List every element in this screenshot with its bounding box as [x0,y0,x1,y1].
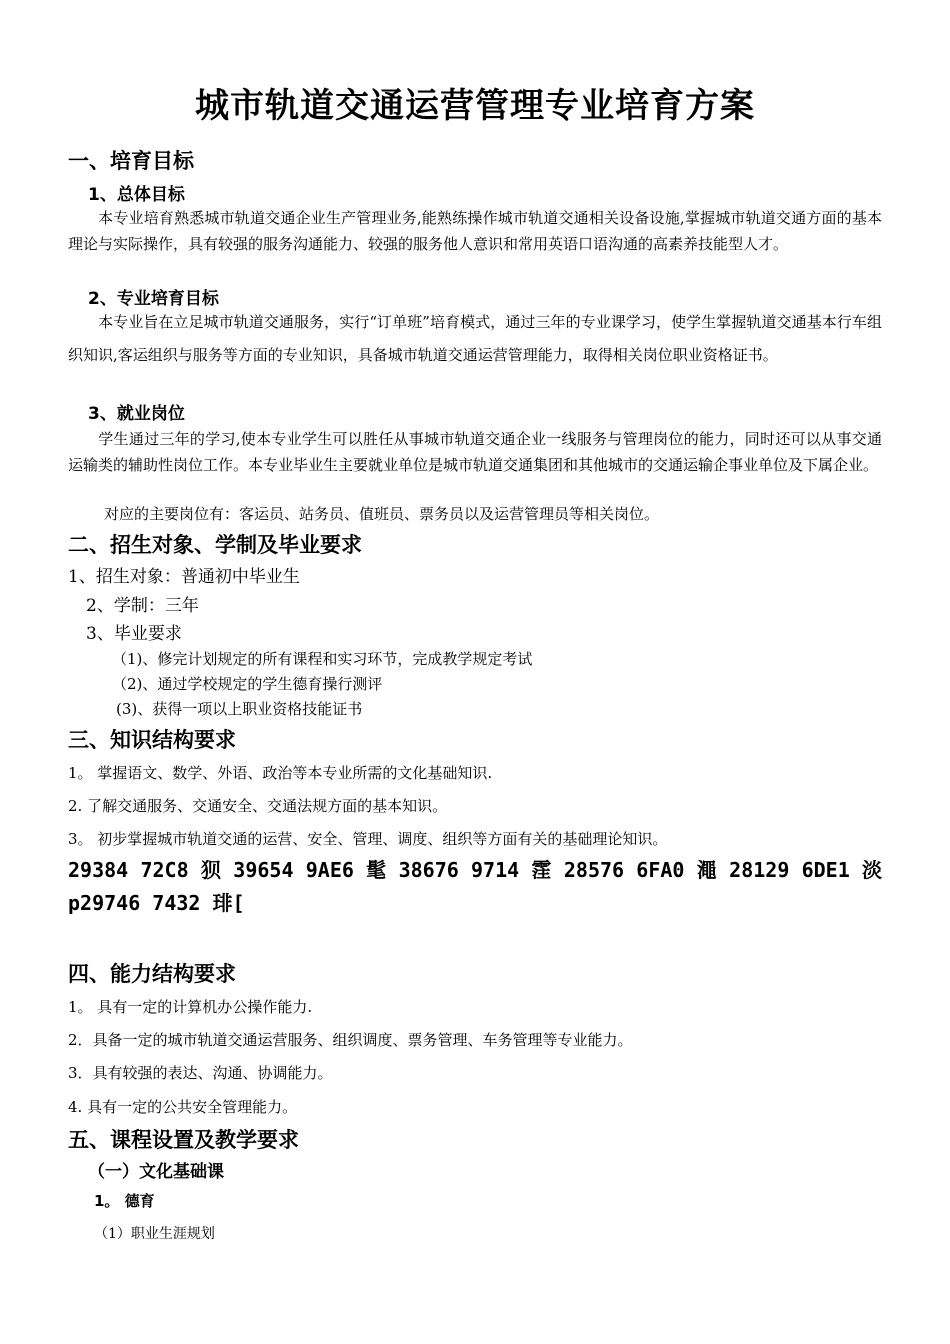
graduation-req-3: (3)、获得一项以上职业资格技能证书 [116,700,363,718]
section-1-sub-3: 3、就业岗位 [88,404,185,424]
graduation-req-2: （2)、通过学校规定的学生德育操行测评 [112,675,383,693]
duration-line: 2、学制：三年 [86,596,199,616]
section-1-para-4: 对应的主要岗位有：客运员、站务员、值班员、票务员以及运营管理员等相关岗位。 [104,505,660,523]
enrollment-line: 1、招生对象：普通初中毕业生 [68,567,300,587]
section-1-para-3-text: 学生通过三年的学习,使本专业学生可以胜任从事城市轨道交通企业一线服务与管理岗位的能力，同时还可以从事交通运输类的辅助性岗位工作。本专业毕业生主要就业单位是城市轨道交通集团和其他城市的交通运输企事业单位及下属企业。 [68,430,882,474]
graduation-req-1: （1)、修完计划规定的所有课程和实习环节，完成教学规定考试 [112,650,533,668]
section-1-para-3 [68,426,882,478]
section-1-para-2-text: 本专业旨在立足城市轨道交通服务，实行“订单班”培育模式，通过三年的专业课学习，使学生掌握轨道交通基本行车组织知识,客运组织与服务等方面的专业知识，具备城市轨道交通运营管理能力，取得相关岗位职业资格证书。 [68,313,882,364]
knowledge-item-2: 2. 了解交通服务、交通安全、交通法规方面的基本知识。 [68,797,448,815]
section-5-heading: 五、课程设置及教学要求 [68,1128,299,1152]
ability-item-2: 2．具备一定的城市轨道交通运营服务、组织调度、票务管理、车务管理等专业能力。 [68,1031,633,1049]
ability-item-4: 4. 具有一定的公共安全管理能力。 [68,1098,298,1116]
code-text: 29384 72C8 狈 39654 9AE6 髦 38676 9714 霔 28576 6FA0 澠 28129 6DE1 淡 p29746 7432 琲[ [68,858,882,915]
section-4-heading: 四、能力结构要求 [68,962,236,986]
section-3-heading: 三、知识结构要求 [68,728,236,752]
section-2-heading: 二、招生对象、学制及毕业要求 [68,533,362,557]
section-1-para-1-text: 本专业培育熟悉城市轨道交通企业生产管理业务,能熟练操作城市轨道交通相关设备设施,掌握城市轨道交通方面的基本理论与实际操作，具有较强的服务沟通能力、较强的服务他人意识和常用英语口语沟通的高素养技能型人才。 [68,209,882,253]
section-1-para-2 [68,306,882,372]
ability-item-3: 3．具有较强的表达、沟通、协调能力。 [68,1064,333,1082]
document-title: 城市轨道交通运营管理专业培育方案 [195,86,755,126]
section-1-heading: 一、培育目标 [68,149,194,173]
ability-item-1: 1。 具有一定的计算机办公操作能力. [68,998,313,1016]
knowledge-item-1: 1。 掌握语文、数学、外语、政治等本专业所需的文化基础知识. [68,764,493,782]
section-5-sub-1: （一）文化基础课 [88,1162,224,1182]
section-1-para-1 [68,205,882,257]
graduation-req-line: 3、毕业要求 [86,624,182,644]
section-1-sub-1: 1、总体目标 [88,185,185,205]
course-item-1: （1）职业生涯规划 [94,1226,215,1242]
section-5-sub-1a: 1。 德育 [94,1192,155,1210]
section-1-sub-2: 2、专业培育目标 [88,289,219,309]
knowledge-item-3: 3。 初步掌握城市轨道交通的运营、安全、管理、调度、组织等方面有关的基础理论知识。 [68,830,668,848]
